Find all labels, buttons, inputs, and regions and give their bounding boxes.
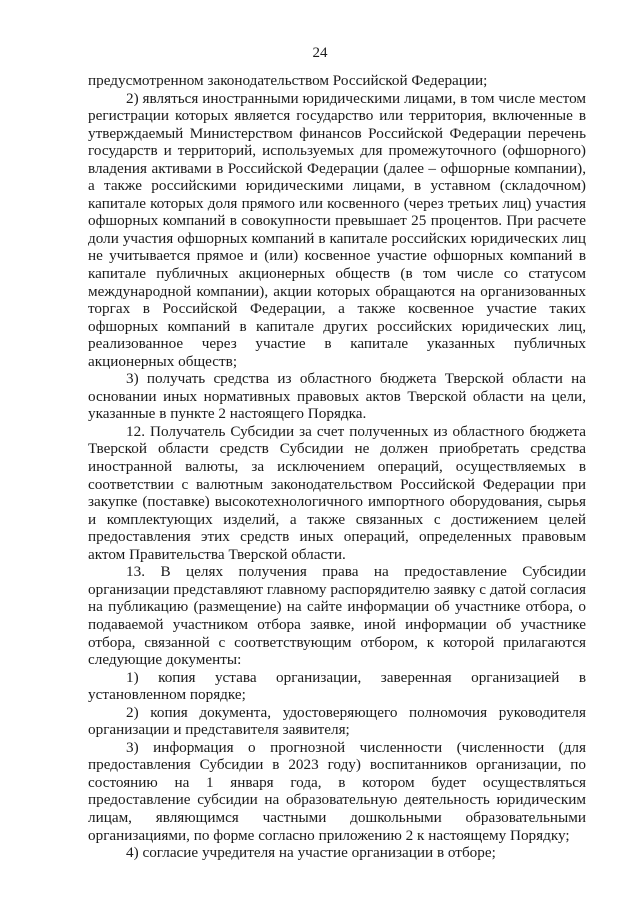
paragraph-doc-3-enrollment: 3) информация о прогнозной численности (численности (для предоставления Субсидии в 2023 году) воспитанников организации, по состоянию на 1 января года, в котором будет осуществляться предоставление субсидии на образовательную деятельность юридическим лицам, являющимся частными дошкольными образовательными организациями, по форме согласно приложению 2 к настоящему Порядку; (88, 738, 586, 844)
document-body (88, 72, 586, 862)
paragraph-continuation: предусмотренном законодательством Российской Федерации; (88, 72, 488, 89)
paragraph-item-2-offshore: 2) являться иностранными юридическими лицами, в том числе местом регистрации которых является государство или территория, включенные в утверждаемый Министерством финансов Российской Федерации перечень государств и территорий, используемых для промежуточного (офшорного) владения активами в Российской Федерации (далее – офшорные компании), а также российскими юридическими лицами, в уставном (складочном) капитале которых доля прямого или косвенного (через третьих лиц) участия офшорных компаний в совокупности превышает 25 процентов. При расчете доли участия офшорных компаний в капитале российских юридических лиц не учитывается прямое и (или) косвенное участие офшорных компаний в капитале публичных акционерных обществ (в том числе со статусом международной компании), акции которых обращаются на организованных торгах в Российской Федерации, а также косвенное участие таких офшорных компаний в капитале других российских юридических лиц, реализованное через участие в капитале указанных публичных акционерных обществ; (88, 89, 586, 370)
paragraph-doc-2-authority: 2) копия документа, удостоверяющего полномочия руководителя организации и представителя заявителя; (88, 703, 586, 739)
paragraph-doc-1-charter: 1) копия устава организации, заверенная организацией в установленном порядке; (88, 668, 586, 704)
paragraph-clause-12: 12. Получатель Субсидии за счет полученных из областного бюджета Тверской области средств Субсидии не должен приобретать средства иностранной валюты, за исключением операций, осуществляемых в соответствии с валютным законодательством Российской Федерации при закупке (поставке) высокотехнологичного импортного оборудования, сырья и комплектующих изделий, а также связанных с достижением целей предоставления этих средств иных операций, определенных правовым актом Правительства Тверской области. (88, 422, 586, 563)
page-number: 24 (312, 45, 328, 61)
paragraph-clause-13: 13. В целях получения права на предоставление Субсидии организации представляют главному распорядителю заявку с датой согласия на публикацию (размещение) на сайте информации об участнике отбора, о подаваемой участником отбора заявке, иной информации об участнике отбора, связанной с соответствующим отбором, к которой прилагаются следующие документы: (88, 563, 586, 669)
paragraph-doc-4-founder-consent: 4) согласие учредителя на участие организации в отборе; (126, 844, 496, 862)
paragraph-item-3-budget-funds: 3) получать средства из областного бюджета Тверской области на основании иных нормативных правовых актов Тверской области на цели, указанные в пункте 2 настоящего Порядка. (88, 370, 586, 423)
